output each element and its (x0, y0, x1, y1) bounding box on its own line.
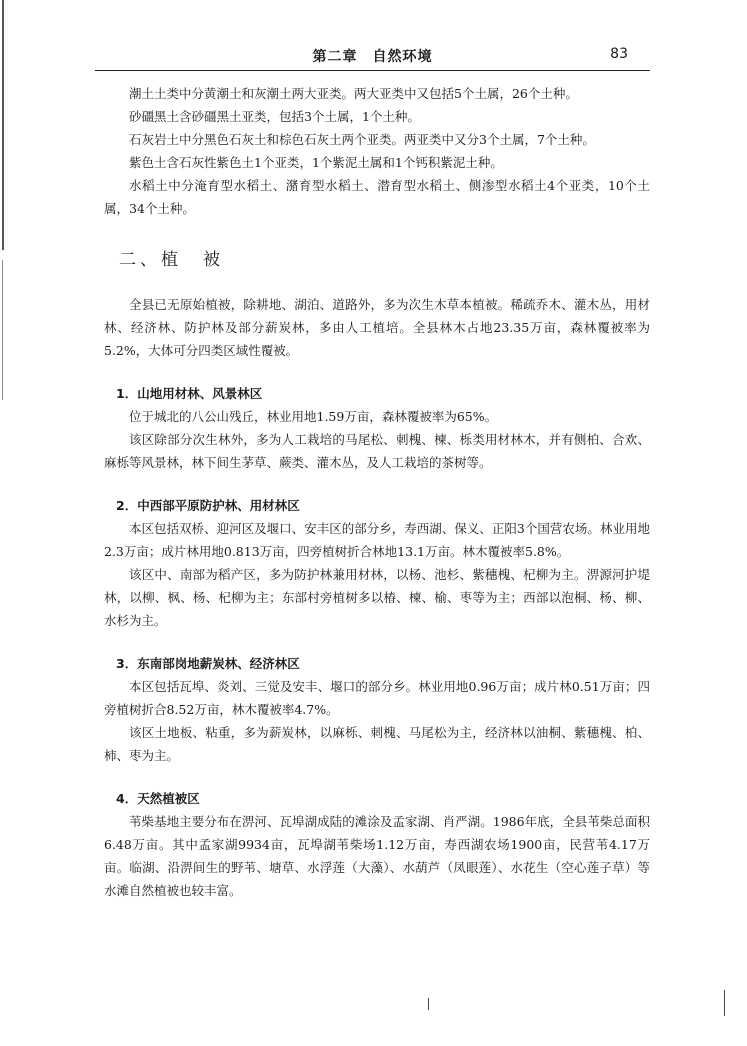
scan-margin-line (428, 998, 429, 1010)
subsection-title: 3．东南部岗地薪炭林、经济林区 (116, 656, 300, 671)
paragraph: 水稻土中分淹育型水稻土、潴育型水稻土、潜育型水稻土、侧渗型水稻土4个亚类，10个土属，34个土种。 (104, 178, 650, 216)
paragraph: 本区包括瓦埠、炎刘、三觉及安丰、堰口的部分乡。林业用地0.96万亩；成片林0.51万亩；四旁植树折合8.52万亩，林木覆被率4.7%。 (104, 679, 650, 717)
paragraph: 该区除部分次生林外，多为人工栽培的马尾松、刺槐、楝、栎类用材林木，并有侧柏、合欢、麻栎等风景林，林下间生茅草、蕨类、灌木丛，及人工栽培的茶树等。 (104, 432, 650, 470)
subsection-title: 4．天然植被区 (116, 791, 200, 806)
paragraph: 位于城北的八公山残丘，林业用地1.59万亩，森林覆被率为65%。 (129, 409, 498, 424)
paragraph: 本区包括双桥、迎河区及堰口、安丰区的部分乡，寿西湖、保义、正阳3个国营农场。林业用地2.3万亩；成片林用地0.813万亩，四旁植树折合林地13.1万亩。林木覆被率5.8%。 (104, 521, 650, 559)
paragraph: 石灰岩土中分黑色石灰土和棕色石灰土两个亚类。两亚类中又分3个土属，7个土种。 (129, 132, 595, 147)
paragraph: 该区中、南部为稻产区，多为防护林兼用材林，以杨、池杉、紫穗槐、杞柳为主。淠源河护堤林，以柳、枫、杨、杞柳为主；东部村旁植树多以椿、楝、榆、枣等为主；西部以泡桐、杨、柳、水杉为主。 (104, 567, 650, 628)
paragraph: 紫色土含石灰性紫色土1个亚类，1个紫泥土属和1个钙积紫泥土种。 (129, 155, 503, 170)
section-title: 二、植 被 (119, 250, 224, 270)
scan-margin-line (2, 260, 3, 400)
paragraph: 该区土地板、粘重，多为薪炭林，以麻栎、刺槐、马尾松为主，经济林以油桐、紫穗槐、柏、柿、枣为主。 (104, 725, 650, 763)
subsection-title: 2．中西部平原防护林、用材林区 (116, 498, 300, 513)
section-intro: 全县已无原始植被，除耕地、湖泊、道路外，多为次生木草本植被。稀疏乔木、灌木丛，用材林、经济林、防护林及部分薪炭林，多由人工植培。全县林木占地23.35万亩，森林覆被率为5.2%，大体可分四类区域性覆被。 (104, 297, 650, 358)
page-body (104, 82, 650, 902)
paragraph: 苇柴基地主要分布在淠河、瓦埠湖成陆的滩涂及孟家湖、肖严湖。1986年底，全县苇柴总面积6.48万亩。其中孟家湖9934亩，瓦埠湖苇柴场1.12万亩，寿西湖农场1900亩，民营苇4.17万亩。临湖、沿淠间生的野苇、塘草、水浮莲（大藻）、水葫芦（凤眼莲）、水花生（空心莲子草）等水滩自然植被也较丰富。 (104, 814, 650, 898)
chapter-title: 第二章 自然环境 (312, 49, 433, 65)
paragraph: 砂礓黑土含砂礓黑土亚类，包括3个土属，1个土种。 (129, 109, 420, 124)
page-header (95, 40, 650, 71)
scan-margin-line (724, 990, 725, 1016)
subsection-title: 1．山地用材林、风景林区 (116, 386, 263, 401)
scan-margin-line (2, 0, 4, 250)
page-number: 83 (610, 46, 628, 62)
paragraph: 潮土土类中分黄潮土和灰潮土两大亚类。两大亚类中又包括5个土属，26个土种。 (129, 86, 578, 101)
